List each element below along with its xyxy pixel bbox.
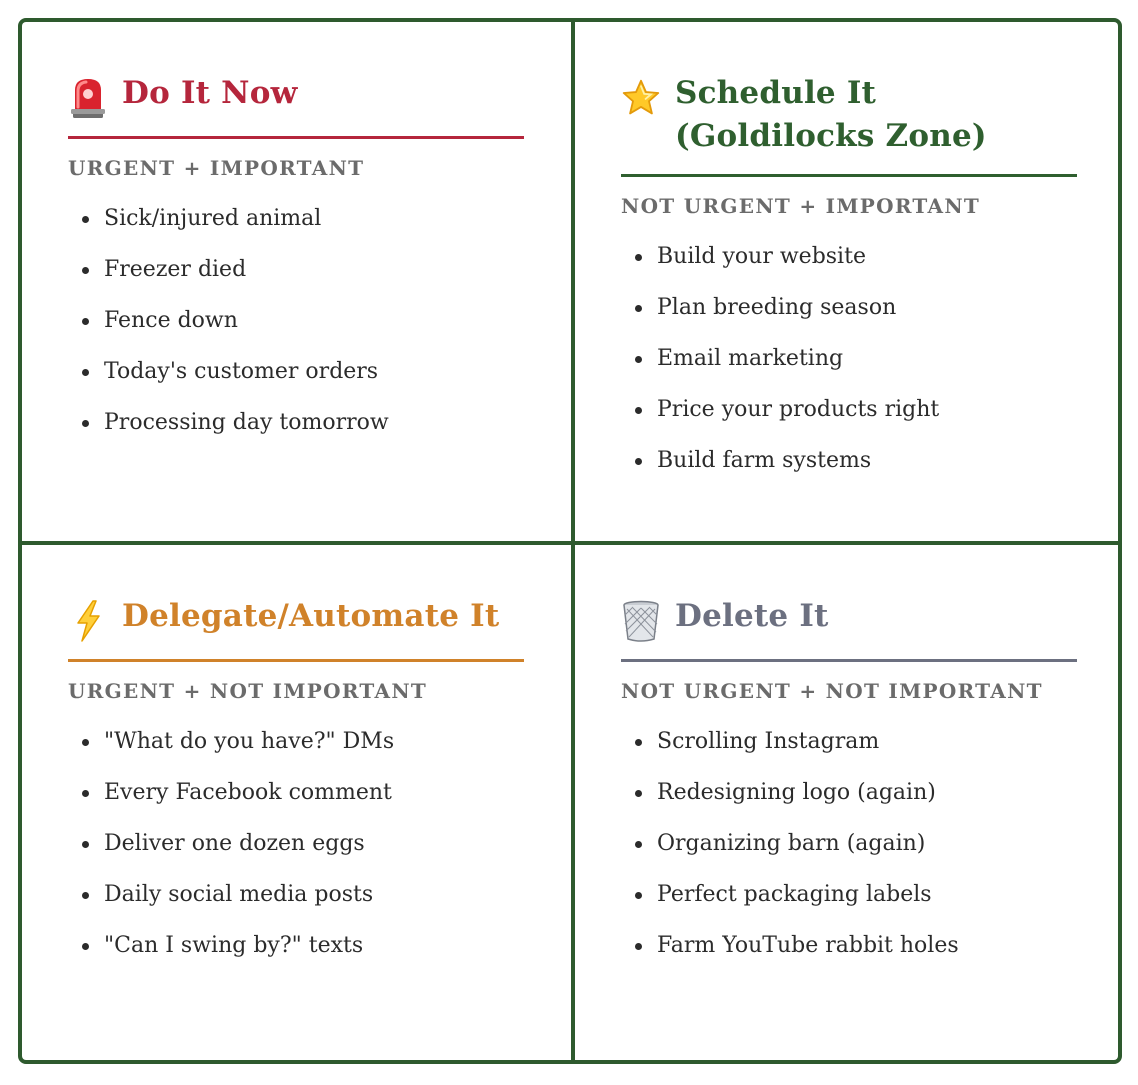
title-divider (68, 136, 524, 139)
quadrant-title: Schedule It (Goldilocks Zone) (675, 75, 987, 154)
quadrant-header (68, 72, 524, 120)
title-divider (621, 174, 1077, 177)
quadrant-title: Do It Now (122, 75, 298, 111)
star-icon (621, 76, 661, 120)
list-item: Daily social media posts (68, 869, 527, 920)
task-list (621, 231, 1080, 486)
list-item: "What do you have?" DMs (68, 716, 527, 767)
title-divider (68, 659, 524, 662)
title-divider (621, 659, 1077, 662)
list-item: Deliver one dozen eggs (68, 818, 527, 869)
quadrant-schedule-it (575, 22, 1122, 541)
list-item: Organizing barn (again) (621, 818, 1080, 869)
quadrant-subtitle: NOT URGENT + IMPORTANT (621, 194, 981, 218)
list-item: Perfect packaging labels (621, 869, 1080, 920)
list-item: "Can I swing by?" texts (68, 920, 527, 971)
lightning-icon (68, 599, 108, 643)
wastebasket-icon (621, 599, 661, 643)
quadrant-subtitle: URGENT + IMPORTANT (68, 156, 365, 180)
quadrant-subtitle: NOT URGENT + NOT IMPORTANT (621, 679, 1043, 703)
list-item: Redesigning logo (again) (621, 767, 1080, 818)
list-item: Farm YouTube rabbit holes (621, 920, 1080, 971)
list-item: Every Facebook comment (68, 767, 527, 818)
quadrant-header (621, 595, 1077, 643)
list-item: Sick/injured animal (68, 193, 527, 244)
list-item: Today's customer orders (68, 346, 527, 397)
quadrant-delegate-automate (22, 545, 571, 1064)
quadrant-title: Delete It (675, 598, 829, 634)
quadrant-title: Delegate/Automate It (122, 598, 500, 634)
list-item: Build farm systems (621, 435, 1080, 486)
task-list (68, 716, 527, 971)
quadrant-subtitle: URGENT + NOT IMPORTANT (68, 679, 428, 703)
list-item: Processing day tomorrow (68, 397, 527, 448)
quadrant-do-it-now (22, 22, 571, 541)
list-item: Email marketing (621, 333, 1080, 384)
list-item: Scrolling Instagram (621, 716, 1080, 767)
list-item: Build your website (621, 231, 1080, 282)
quadrant-header (621, 72, 1077, 158)
quadrant-delete-it (575, 545, 1122, 1064)
list-item: Plan breeding season (621, 282, 1080, 333)
list-item: Freezer died (68, 244, 527, 295)
list-item: Fence down (68, 295, 527, 346)
list-item: Price your products right (621, 384, 1080, 435)
quadrant-header (68, 595, 524, 643)
task-list (621, 716, 1080, 971)
siren-icon (68, 76, 108, 120)
task-list (68, 193, 527, 448)
priority-matrix (18, 18, 1122, 1064)
